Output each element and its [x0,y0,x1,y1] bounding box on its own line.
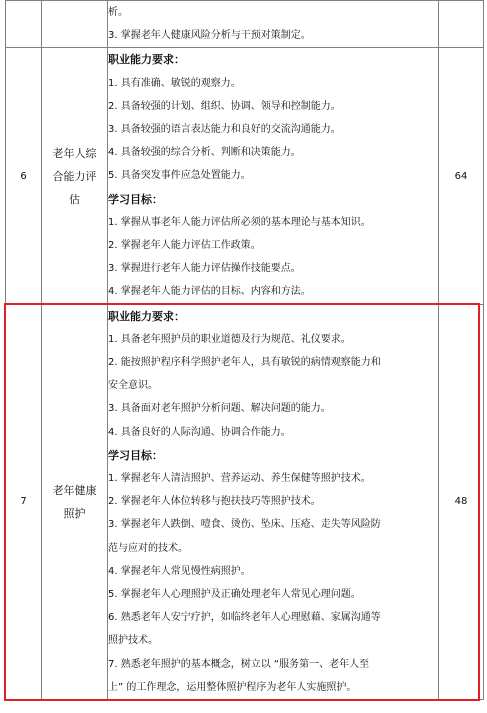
ability-item: 4. 具备良好的人际沟通、协调合作能力。 [108,426,291,438]
goal-item: 6. 熟悉老年人安宁疗护，如临终老年人心理慰藉、家属沟通等 [108,612,381,624]
goal-item: 上” 的工作理念，运用整体照护程序为老年人实施照护。 [108,681,357,693]
content-line: 3. 掌握老年人健康风险分析与干预对策制定。 [108,30,311,42]
ability-item: 1. 具备老年照护员的职业道德及行为规范、礼仪要求。 [108,333,351,345]
cell-content [108,1,439,48]
credit-hours: 64 [439,48,484,304]
course-name-line: 老年人综 [52,146,97,160]
course-content [108,48,439,304]
goal-item: 范与应对的技术。 [108,542,188,554]
goal-item: 3. 掌握老年人跌倒、噎食、烫伤、坠床、压疮、走失等风险防 [108,519,381,531]
course-content [108,304,439,699]
goal-item: 4. 掌握老年人能力评估的目标、内容和方法。 [108,286,311,298]
ability-item: 2. 能按照护程序科学照护老年人，具有敏锐的病情观察能力和 [108,357,381,369]
curriculum-table [5,0,484,700]
cell-num [6,1,42,48]
row-number: 7 [6,304,42,699]
ability-item: 5. 具备突发事件应急处置能力。 [108,170,251,182]
table-row [6,48,484,304]
ability-item: 1. 具有准确、敏锐的观察力。 [108,77,241,89]
goal-item: 2. 掌握老年人体位转移与抱扶技巧等照护技术。 [108,496,321,508]
goal-item: 4. 掌握老年人常见慢性病照护。 [108,565,251,577]
goal-item: 7. 熟悉老年照护的基本概念，树立以 “服务第一、老年人至 [108,658,370,670]
course-name [42,304,108,699]
credit-hours: 48 [439,304,484,699]
goal-item: 2. 掌握老年人能力评估工作政策。 [108,240,261,252]
table-row [6,1,484,48]
content-line: 析。 [108,7,128,18]
ability-heading: 职业能力要求： [108,53,185,67]
ability-item: 2. 具备较强的计划、组织、协调、领导和控制能力。 [108,100,341,112]
goal-item: 5. 掌握老年人心理照护及正确处理老年人常见心理问题。 [108,589,361,601]
course-name-line: 老年健康 [52,483,97,497]
cell-credit [439,1,484,48]
goal-heading: 学习目标： [108,448,163,462]
table-row [6,304,484,699]
goal-heading: 学习目标： [108,192,163,206]
cell-name [42,1,108,48]
goal-item: 照护技术。 [108,635,158,647]
course-name [42,48,108,304]
row-number: 6 [6,48,42,304]
goal-item: 3. 掌握进行老年人能力评估操作技能要点。 [108,263,301,275]
ability-item: 3. 具备较强的语言表达能力和良好的交流沟通能力。 [108,124,341,136]
ability-item: 4. 具备较强的综合分析、判断和决策能力。 [108,147,301,159]
ability-heading: 职业能力要求： [108,309,185,323]
ability-item: 安全意识。 [108,380,158,392]
ability-item: 3. 具备面对老年照护分析问题、解决问题的能力。 [108,403,331,415]
goal-item: 1. 掌握老年人清洁照护、营养运动、养生保健等照护技术。 [108,473,371,485]
course-name-line: 照护 [63,506,86,520]
goal-item: 1. 掌握从事老年人能力评估所必须的基本理论与基本知识。 [108,216,371,228]
course-name-line: 合能力评 [52,169,97,183]
course-name-line: 估 [69,192,80,206]
